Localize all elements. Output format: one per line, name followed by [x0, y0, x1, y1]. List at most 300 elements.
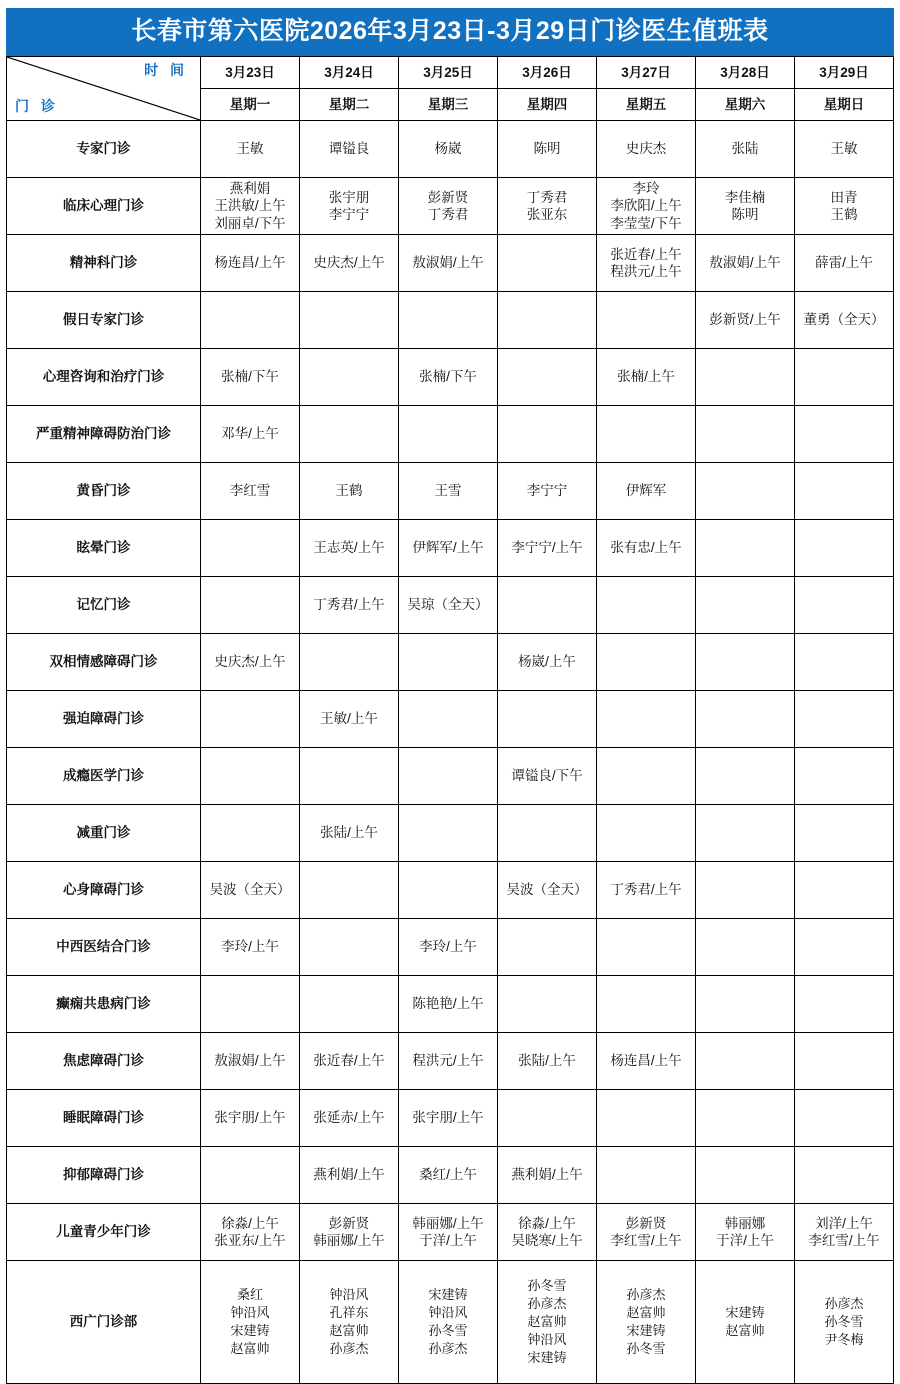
schedule-cell [300, 349, 399, 406]
doctor-entry: 王雪 [434, 483, 462, 499]
doctor-entry: 赵富帅 [725, 1323, 765, 1338]
doctor-entry: 张亚东 [526, 207, 568, 222]
schedule-cell [696, 121, 795, 178]
doctor-entry: 燕利娟/上午 [313, 1167, 385, 1183]
schedule-cell [399, 976, 498, 1033]
page-title: 长春市第六医院2026年3月23日-3月29日门诊医生值班表 [6, 8, 894, 56]
table-row [7, 520, 894, 577]
doctor-entry: 伊辉军/上午 [412, 540, 484, 556]
schedule-cell [696, 349, 795, 406]
row-header-clinic: 癫痫共患病门诊 [7, 976, 201, 1033]
doctor-entry: 程洪元/上午 [412, 1053, 484, 1069]
table-row [7, 634, 894, 691]
doctor-entry: 敖淑娟/上午 [214, 1053, 286, 1069]
schedule-cell [498, 463, 597, 520]
doctor-entry: 于洋/上午 [716, 1233, 774, 1248]
doctor-entry: 程洪元/上午 [610, 264, 682, 279]
doctor-entry: 陈明 [731, 207, 759, 222]
schedule-cell [795, 919, 894, 976]
schedule-cell [498, 121, 597, 178]
schedule-cell [597, 634, 696, 691]
schedule-cell [300, 634, 399, 691]
column-header-date: 3月25日 [399, 57, 498, 89]
column-header-date: 3月23日 [201, 57, 300, 89]
doctor-entry: 伊辉军 [625, 483, 667, 499]
doctor-entry: 王洪敏/上午 [214, 198, 286, 214]
schedule-cell [201, 577, 300, 634]
schedule-cell [795, 178, 894, 235]
schedule-cell [300, 919, 399, 976]
schedule-cell [795, 349, 894, 406]
schedule-cell [300, 1147, 399, 1204]
schedule-cell [498, 178, 597, 235]
doctor-entry: 敖淑娟/上午 [412, 255, 484, 271]
schedule-cell [201, 919, 300, 976]
doctor-entry: 张宇朋 [328, 189, 370, 205]
schedule-cell [795, 862, 894, 919]
schedule-cell [696, 805, 795, 862]
row-header-clinic: 心身障碍门诊 [7, 862, 201, 919]
row-header-clinic: 抑郁障碍门诊 [7, 1147, 201, 1204]
doctor-entry: 钟沿风 [527, 1332, 567, 1348]
schedule-cell [399, 805, 498, 862]
schedule-cell [201, 292, 300, 349]
schedule-cell [597, 292, 696, 349]
doctor-entry: 徐淼/上午 [518, 1215, 576, 1231]
schedule-cell [597, 235, 696, 292]
schedule-cell [498, 1090, 597, 1147]
table-row [7, 919, 894, 976]
schedule-cell [696, 919, 795, 976]
schedule-cell [597, 1204, 696, 1261]
schedule-cell [300, 292, 399, 349]
schedule-cell [696, 634, 795, 691]
schedule-cell [498, 577, 597, 634]
column-header-date: 3月27日 [597, 57, 696, 89]
doctor-entry: 燕利娟 [229, 181, 271, 197]
doctor-entry: 王敏 [830, 141, 858, 157]
table-row [7, 691, 894, 748]
schedule-cell [795, 634, 894, 691]
row-header-clinic: 双相情感障碍门诊 [7, 634, 201, 691]
schedule-cell [201, 1033, 300, 1090]
schedule-cell [399, 1261, 498, 1384]
table-row [7, 1147, 894, 1204]
doctor-entry: 尹冬梅 [824, 1332, 864, 1348]
schedule-cell [201, 463, 300, 520]
doctor-entry: 陈明 [533, 141, 561, 157]
schedule-cell [201, 1090, 300, 1147]
schedule-cell [795, 1204, 894, 1261]
schedule-cell [498, 805, 597, 862]
schedule-cell [300, 121, 399, 178]
doctor-entry: 孙彦杰 [824, 1295, 864, 1311]
doctor-entry: 桑红 [236, 1286, 263, 1302]
row-header-clinic: 睡眠障碍门诊 [7, 1090, 201, 1147]
schedule-cell [597, 1033, 696, 1090]
schedule-cell [399, 577, 498, 634]
doctor-entry: 韩丽娜 [724, 1215, 766, 1231]
schedule-cell [498, 976, 597, 1033]
schedule-cell [696, 235, 795, 292]
doctor-entry: 杨崴/上午 [518, 654, 576, 670]
doctor-entry: 宋建铸 [527, 1350, 567, 1366]
doctor-entry: 宋建铸 [626, 1323, 666, 1338]
doctor-entry: 赵富帅 [329, 1323, 369, 1338]
row-header-clinic: 心理咨询和治疗门诊 [7, 349, 201, 406]
column-header-date: 3月29日 [795, 57, 894, 89]
schedule-cell [399, 1033, 498, 1090]
schedule-cell [300, 406, 399, 463]
doctor-entry: 宋建铸 [725, 1304, 765, 1320]
doctor-entry: 李宁宁 [328, 207, 370, 222]
doctor-entry: 敖淑娟/上午 [709, 255, 781, 271]
schedule-cell [201, 976, 300, 1033]
schedule-cell [597, 1090, 696, 1147]
doctor-entry: 谭镒良 [328, 141, 370, 157]
schedule-cell [201, 691, 300, 748]
doctor-entry: 彭新贤/上午 [709, 312, 781, 328]
schedule-cell [399, 121, 498, 178]
doctor-entry: 李玲 [632, 181, 660, 197]
schedule-cell [399, 919, 498, 976]
schedule-cell [399, 691, 498, 748]
schedule-cell [597, 691, 696, 748]
schedule-cell [300, 976, 399, 1033]
schedule-cell [300, 235, 399, 292]
schedule-cell [399, 748, 498, 805]
schedule-cell [399, 634, 498, 691]
doctor-entry: 钟沿风 [329, 1286, 369, 1302]
schedule-cell [300, 1261, 399, 1384]
doctor-entry: 孙彦杰 [626, 1286, 666, 1302]
schedule-cell [300, 862, 399, 919]
schedule-cell [498, 1147, 597, 1204]
column-header-date: 3月26日 [498, 57, 597, 89]
doctor-entry: 田青 [830, 189, 858, 205]
doctor-entry: 丁秀君 [526, 189, 568, 205]
doctor-entry: 钟沿风 [428, 1304, 468, 1320]
doctor-entry: 张楠/下午 [221, 369, 279, 385]
schedule-cell [597, 463, 696, 520]
schedule-cell [300, 463, 399, 520]
schedule-cell [498, 919, 597, 976]
doctor-entry: 李红雪/上午 [610, 1233, 682, 1248]
column-header-weekday: 星期六 [696, 89, 795, 121]
doctor-entry: 孙彦杰 [329, 1341, 369, 1357]
schedule-cell [201, 235, 300, 292]
schedule-cell [795, 1261, 894, 1384]
schedule-cell [498, 1033, 597, 1090]
schedule-cell [399, 349, 498, 406]
table-row [7, 178, 894, 235]
schedule-cell [696, 1261, 795, 1384]
table-row [7, 349, 894, 406]
schedule-cell [399, 862, 498, 919]
doctor-entry: 孙冬雪 [626, 1341, 666, 1357]
schedule-cell [201, 805, 300, 862]
schedule-cell [498, 1261, 597, 1384]
schedule-cell [201, 406, 300, 463]
schedule-cell [696, 1033, 795, 1090]
schedule-cell [498, 1204, 597, 1261]
schedule-cell [795, 520, 894, 577]
schedule-cell [696, 463, 795, 520]
doctor-entry: 燕利娟/上午 [511, 1167, 583, 1183]
doctor-entry: 张近春/上午 [313, 1053, 385, 1069]
time-axis-label: 时 间 [144, 62, 188, 78]
doctor-entry: 彭新贤 [625, 1215, 667, 1231]
header-row-dates [7, 57, 894, 89]
doctor-entry: 张陆/上午 [320, 825, 378, 841]
schedule-cell [597, 406, 696, 463]
column-header-weekday: 星期一 [201, 89, 300, 121]
schedule-cell [696, 1090, 795, 1147]
schedule-cell [498, 862, 597, 919]
schedule-cell [597, 805, 696, 862]
doctor-entry: 孙彦杰 [428, 1341, 468, 1357]
row-header-clinic: 临床心理门诊 [7, 178, 201, 235]
schedule-cell [795, 976, 894, 1033]
row-header-clinic: 中西医结合门诊 [7, 919, 201, 976]
table-row [7, 976, 894, 1033]
doctor-entry: 王志英/上午 [313, 540, 385, 556]
doctor-entry: 张陆 [731, 141, 759, 157]
schedule-cell [795, 463, 894, 520]
doctor-entry: 丁秀君/上午 [610, 882, 682, 898]
schedule-cell [399, 1147, 498, 1204]
doctor-entry: 张宇朋/上午 [412, 1110, 484, 1126]
row-header-clinic: 黄昏门诊 [7, 463, 201, 520]
table-row [7, 862, 894, 919]
doctor-entry: 王鹤 [830, 207, 858, 222]
table-corner-header [7, 57, 201, 121]
schedule-cell [300, 520, 399, 577]
column-header-weekday: 星期三 [399, 89, 498, 121]
schedule-cell [300, 1090, 399, 1147]
schedule-cell [597, 919, 696, 976]
table-row [7, 121, 894, 178]
schedule-cell [696, 748, 795, 805]
schedule-cell [399, 178, 498, 235]
doctor-entry: 李宁宁 [526, 483, 568, 499]
row-header-clinic: 精神科门诊 [7, 235, 201, 292]
row-header-clinic: 减重门诊 [7, 805, 201, 862]
dept-axis-label: 门 诊 [15, 98, 59, 115]
doctor-entry: 吴晓寒/上午 [511, 1233, 583, 1248]
schedule-cell [399, 406, 498, 463]
doctor-entry: 史庆杰 [625, 141, 667, 157]
schedule-cell [597, 121, 696, 178]
schedule-cell [795, 1090, 894, 1147]
schedule-cell [597, 178, 696, 235]
doctor-entry: 李佳楠 [724, 189, 766, 205]
schedule-cell [498, 349, 597, 406]
doctor-entry: 孔祥东 [329, 1304, 369, 1320]
doctor-entry: 丁秀君/上午 [313, 597, 385, 613]
column-header-date: 3月28日 [696, 57, 795, 89]
schedule-cell [399, 463, 498, 520]
table-row [7, 1204, 894, 1261]
table-row [7, 1090, 894, 1147]
doctor-entry: 杨崴 [434, 141, 462, 157]
row-header-clinic: 西广门诊部 [7, 1261, 201, 1384]
schedule-cell [795, 577, 894, 634]
doctor-entry: 张有忠/上午 [610, 540, 682, 556]
doctor-entry: 丁秀君 [427, 207, 469, 222]
doctor-entry: 张宇朋/上午 [214, 1110, 286, 1126]
doctor-entry: 宋建铸 [230, 1323, 270, 1338]
schedule-cell [597, 1147, 696, 1204]
schedule-cell [300, 691, 399, 748]
doctor-entry: 谭镒良/下午 [511, 768, 583, 784]
doctor-entry: 陈艳艳/上午 [412, 996, 484, 1012]
doctor-entry: 李红雪/上午 [808, 1233, 880, 1248]
doctor-entry: 韩丽娜/上午 [313, 1233, 385, 1248]
row-header-clinic: 记忆门诊 [7, 577, 201, 634]
row-header-clinic: 焦虑障碍门诊 [7, 1033, 201, 1090]
schedule-cell [201, 748, 300, 805]
table-row [7, 577, 894, 634]
row-header-clinic: 眩晕门诊 [7, 520, 201, 577]
doctor-entry: 李玲/上午 [221, 939, 279, 955]
schedule-cell [498, 406, 597, 463]
doctor-entry: 杨连昌/上午 [610, 1053, 682, 1069]
schedule-cell [201, 634, 300, 691]
doctor-entry: 邓华/上午 [221, 426, 279, 442]
column-header-weekday: 星期二 [300, 89, 399, 121]
schedule-cell [399, 235, 498, 292]
schedule-cell [498, 235, 597, 292]
schedule-cell [597, 748, 696, 805]
doctor-entry: 董勇（全天） [803, 312, 885, 328]
schedule-cell [696, 178, 795, 235]
schedule-cell [201, 520, 300, 577]
schedule-cell [597, 862, 696, 919]
schedule-cell [696, 520, 795, 577]
doctor-entry: 王敏/上午 [320, 711, 378, 727]
schedule-cell [201, 862, 300, 919]
doctor-entry: 刘丽卓/下午 [214, 215, 286, 231]
schedule-cell [201, 121, 300, 178]
schedule-cell [201, 1147, 300, 1204]
doctor-entry: 刘洋/上午 [815, 1215, 873, 1231]
doctor-entry: 钟沿风 [230, 1304, 270, 1320]
schedule-cell [696, 1204, 795, 1261]
schedule-cell [300, 1033, 399, 1090]
schedule-cell [696, 691, 795, 748]
schedule-cell [399, 1090, 498, 1147]
doctor-entry: 薛雷/上午 [815, 255, 873, 271]
doctor-entry: 张楠/下午 [419, 369, 477, 385]
row-header-clinic: 假日专家门诊 [7, 292, 201, 349]
row-header-clinic: 成瘾医学门诊 [7, 748, 201, 805]
doctor-entry: 赵富帅 [626, 1304, 666, 1320]
doctor-entry: 王敏 [236, 141, 264, 157]
schedule-cell [498, 520, 597, 577]
doctor-entry: 孙冬雪 [824, 1313, 864, 1329]
column-header-weekday: 星期日 [795, 89, 894, 121]
schedule-cell [696, 862, 795, 919]
doctor-entry: 吴琼（全天） [407, 597, 489, 613]
doctor-entry: 史庆杰/上午 [214, 654, 286, 670]
schedule-cell [597, 1261, 696, 1384]
schedule-cell [597, 349, 696, 406]
doctor-entry: 王鹤 [335, 483, 363, 499]
doctor-entry: 吴波（全天） [506, 882, 588, 898]
table-row [7, 805, 894, 862]
doctor-entry: 于洋/上午 [419, 1233, 477, 1248]
schedule-cell [795, 121, 894, 178]
schedule-cell [696, 292, 795, 349]
schedule-cell [696, 1147, 795, 1204]
doctor-entry: 李莹莹/下午 [610, 215, 682, 231]
schedule-cell [399, 520, 498, 577]
schedule-cell [696, 976, 795, 1033]
schedule-cell [201, 178, 300, 235]
table-row [7, 748, 894, 805]
schedule-cell [795, 748, 894, 805]
schedule-table [6, 56, 894, 1384]
row-header-clinic: 专家门诊 [7, 121, 201, 178]
column-header-date: 3月24日 [300, 57, 399, 89]
table-row [7, 292, 894, 349]
schedule-cell [696, 406, 795, 463]
doctor-entry: 宋建铸 [428, 1286, 468, 1302]
schedule-cell [201, 1204, 300, 1261]
schedule-cell [597, 520, 696, 577]
schedule-cell [795, 292, 894, 349]
doctor-entry: 张延赤/上午 [313, 1110, 385, 1126]
schedule-cell [597, 976, 696, 1033]
schedule-cell [201, 1261, 300, 1384]
schedule-cell [300, 805, 399, 862]
schedule-cell [300, 1204, 399, 1261]
schedule-cell [300, 178, 399, 235]
schedule-cell [498, 748, 597, 805]
schedule-cell [300, 748, 399, 805]
doctor-entry: 吴波（全天） [209, 882, 291, 898]
table-row [7, 1033, 894, 1090]
schedule-cell [399, 1204, 498, 1261]
doctor-entry: 杨连昌/上午 [214, 255, 286, 271]
doctor-entry: 张亚东/上午 [214, 1233, 286, 1248]
doctor-entry: 韩丽娜/上午 [412, 1215, 484, 1231]
table-row [7, 463, 894, 520]
schedule-cell [399, 292, 498, 349]
schedule-cell [795, 691, 894, 748]
schedule-cell [498, 691, 597, 748]
doctor-entry: 孙彦杰 [527, 1295, 567, 1311]
doctor-entry: 桑红/上午 [419, 1167, 477, 1183]
table-row [7, 235, 894, 292]
table-row [7, 406, 894, 463]
doctor-entry: 李欣阳/上午 [610, 198, 682, 214]
schedule-cell [201, 349, 300, 406]
row-header-clinic: 儿童青少年门诊 [7, 1204, 201, 1261]
doctor-entry: 李宁宁/上午 [511, 540, 583, 556]
doctor-entry: 赵富帅 [527, 1313, 567, 1329]
row-header-clinic: 强迫障碍门诊 [7, 691, 201, 748]
column-header-weekday: 星期四 [498, 89, 597, 121]
schedule-cell [597, 577, 696, 634]
doctor-entry: 李玲/上午 [419, 939, 477, 955]
schedule-cell [795, 1147, 894, 1204]
doctor-entry: 张陆/上午 [518, 1053, 576, 1069]
doctor-entry: 张楠/上午 [617, 369, 675, 385]
row-header-clinic: 严重精神障碍防治门诊 [7, 406, 201, 463]
schedule-cell [795, 235, 894, 292]
